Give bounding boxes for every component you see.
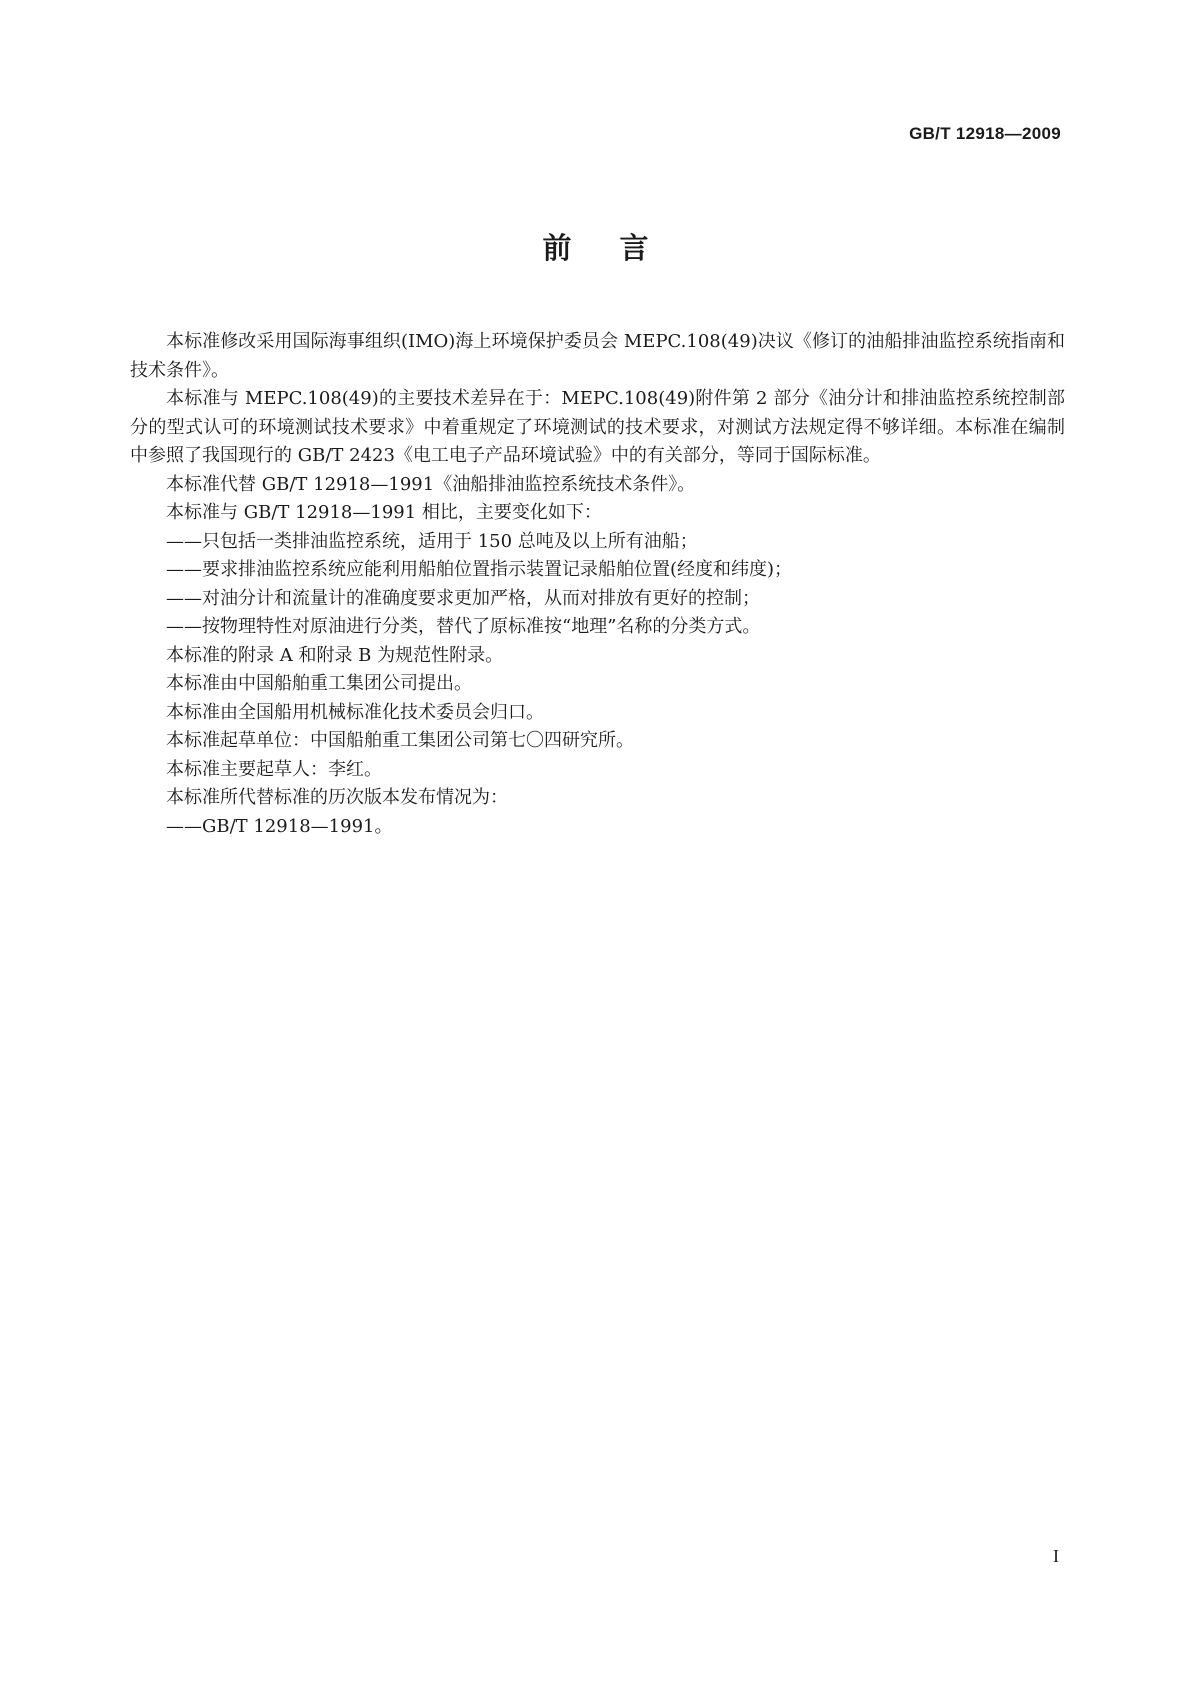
paragraph-annexes: 本标准的附录 A 和附录 B 为规范性附录。 — [166, 644, 504, 666]
list-item-change: ——只包括一类排油监控系统，适用于 150 总吨及以上所有油船； — [166, 530, 698, 552]
list-item-change: ——按物理特性对原油进行分类，替代了原标准按“地理”名称的分类方式。 — [166, 616, 761, 637]
list-item-version: ——GB/T 12918—1991。 — [166, 815, 393, 837]
paragraph-version-history: 本标准所代替标准的历次版本发布情况为： — [166, 787, 508, 808]
paragraph-technical-differences: 本标准与 MEPC.108(49)的主要技术差异在于：MEPC.108(49)附件第 2 部分《油分计和排油监控系统控制部分的型式认可的环境测试技术要求》中着重规定了环境测试的技术要求，对测试方法规定得不够详细。本标准在编制中参照了我国现行的 GB/T 2423《电工电子产品环境试验》中的有关部分，等同于国际标准。 — [130, 388, 1065, 466]
standard-code: GB/T 12918—2009 — [909, 124, 1061, 143]
paragraph-drafting-unit: 本标准起草单位：中国船舶重工集团公司第七〇四研究所。 — [166, 730, 634, 751]
paragraph-proposed-by: 本标准由中国船舶重工集团公司提出。 — [166, 673, 472, 694]
paragraph-centralized-by: 本标准由全国船用机械标准化技术委员会归口。 — [166, 701, 544, 723]
list-item-change: ——要求排油监控系统应能利用船舶位置指示装置记录船舶位置(经度和纬度)； — [166, 559, 793, 580]
page-title: 前言 — [542, 231, 697, 265]
foreword-body — [130, 328, 1065, 841]
paragraph-adoption: 本标准修改采用国际海事组织(IMO)海上环境保护委员会 MEPC.108(49)决议《修订的油船排油监控系统指南和技术条件》。 — [130, 331, 1065, 381]
page-number: I — [1053, 1546, 1059, 1566]
paragraph-drafters: 本标准主要起草人：李红。 — [166, 758, 382, 780]
list-item-change: ——对油分计和流量计的准确度要求更加严格，从而对排放有更好的控制； — [166, 587, 760, 609]
paragraph-replaces: 本标准代替 GB/T 12918—1991《油船排油监控系统技术条件》。 — [166, 473, 696, 495]
paragraph-changes-intro: 本标准与 GB/T 12918—1991 相比，主要变化如下： — [166, 502, 602, 523]
